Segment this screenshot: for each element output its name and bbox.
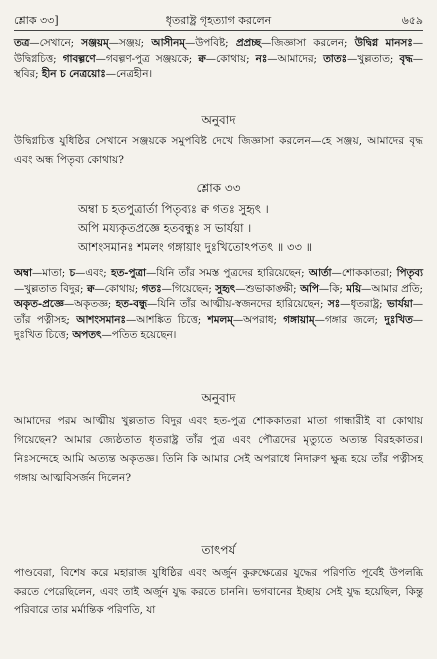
synonym-term: দুঃখিত xyxy=(384,313,413,326)
verse-heading-wrap xyxy=(14,180,423,200)
synonym-meaning: গিয়েছেন; xyxy=(171,282,216,295)
verse-line: আশংসমানঃ শমলং গঙ্গায়াং দুঃখিতোঽপতৎ ॥ ৩৩ ॥ xyxy=(78,240,313,254)
synonym-meaning: যিনি তাঁর সমস্ত পুত্রদের হারিয়েছেন; xyxy=(156,267,309,279)
synonyms-text-2: অম্বা—মাতা; চ—এবং; হত-পুত্রা—যিনি তাঁর সমস্ত পুত্রদের হারিয়েছেন; আর্তা—শোককাতরা; পিতৃব্য—খুল্লতাত বিদুর; ক্ব—কোথায়; গতঃ—গিয়েছেন; সুহৃৎ—শুভাকাঙ্ক্ষী; অপি—কি; ময়ি—আমার প্রতি; অকৃত-প্রজ্ঞে—অকৃতজ্ঞ; হত-বন্ধু—যিনি তাঁর আত্মীয়-স্বজনদের হারিয়েছেন; সঃ—ধৃতরাষ্ট্র; ভার্যয়া—তাঁর পত্নীসহ; আশংসমানঃ—আশঙ্কিত চিত্তে; শমলম্—অপরাধ; গঙ্গায়াম্—গঙ্গার জলে; দুঃখিত—দুঃখিত চিত্তে; অপতৎ—পতিত হয়েছেন। xyxy=(14,267,423,341)
page-header xyxy=(14,10,423,31)
synonym-term: সঞ্জয়ম্ xyxy=(81,37,109,49)
synonym-meaning: স্থবির; xyxy=(14,68,42,80)
synonyms-section-2 xyxy=(14,266,423,344)
purport-heading: তাৎপর্য xyxy=(201,543,236,557)
synonym-term: হত-বন্ধু xyxy=(115,298,148,310)
verse-line: অম্বা চ হতপুত্রার্তা পিতৃব্যঃ ক্ব গতঃ সুহৃৎ । xyxy=(78,202,269,216)
synonym-term: ক্ব xyxy=(198,52,206,65)
translation-section-1 xyxy=(14,132,423,170)
synonym-meaning: কোথায়; xyxy=(215,52,256,65)
synonym-term: চ xyxy=(69,267,75,279)
synonym-meaning: নেত্রহীন। xyxy=(116,68,153,80)
synonym-meaning: আমাদের; xyxy=(277,52,324,65)
synonym-term: শমলম্ xyxy=(207,313,233,326)
synonym-term: তত্র xyxy=(14,37,30,49)
synonym-term: গতঃ xyxy=(141,282,162,295)
synonym-meaning: যিনি তাঁর আত্মীয়-স্বজনদের হারিয়েছেন; xyxy=(157,298,328,310)
header-page-number: ৬৫৯ xyxy=(401,14,423,27)
synonym-meaning: গঙ্গার জলে; xyxy=(324,313,385,326)
synonym-term: আশংসমানঃ xyxy=(76,313,126,326)
synonym-meaning: উদ্বিগ্নচিত্ত; xyxy=(14,52,63,65)
verse-line: অপি ময্যকৃতপ্রজ্ঞে হতবন্ধুঃ স ভার্যয়া । xyxy=(78,221,252,235)
synonym-term: বৃদ্ধ xyxy=(399,52,413,65)
synonym-meaning: কোথায়; xyxy=(104,282,142,295)
purport-text: পাণ্ডবেরা, বিশেষ করে মহারাজ যুধিষ্ঠির এবং অর্জুন কুরুক্ষেত্রের যুদ্ধের পরিণতি পূর্বেই উপলব্ধি করতে পেরেছিলেন, এবং তাই অর্জুন যুদ্ধ করতে চাননি। ভগবানের ইচ্ছায় সেই যুদ্ধ হয়েছিল, কিন্তু পরিবারে তার মর্মান্তিক পরিণতি, যা xyxy=(14,567,423,616)
synonym-meaning: সঞ্জয়; xyxy=(118,37,152,49)
synonym-term: ক্ব xyxy=(86,282,95,295)
synonym-term: প্রপ্রচ্ছ xyxy=(235,37,261,49)
synonym-term: ময়ি xyxy=(346,282,362,295)
synonym-meaning: তাঁর পত্নীসহ; xyxy=(14,313,77,326)
translation-section-2 xyxy=(14,412,423,488)
synonym-meaning: গবল্গণ-পুত্র সঞ্জয়কে; xyxy=(105,52,199,65)
synonym-meaning: সেখানে; xyxy=(39,37,82,49)
purport-heading-wrap xyxy=(14,542,423,562)
synonym-meaning: শুভাকাঙ্ক্ষী; xyxy=(245,282,301,295)
synonym-term: গাবল্গণে xyxy=(62,52,96,65)
synonym-term: পিতৃব্য xyxy=(396,267,423,279)
verse-heading: শ্লোক ৩৩ xyxy=(196,181,241,195)
synonym-term: নঃ xyxy=(255,52,268,65)
synonym-term: সঃ xyxy=(327,298,341,310)
synonym-meaning: শোককাতরা; xyxy=(341,267,397,279)
synonym-term: হীন চ নেত্রয়োঃ xyxy=(41,68,106,80)
synonym-meaning: মাতা; xyxy=(42,267,70,279)
synonym-meaning: পতিত হয়েছেন। xyxy=(111,329,177,341)
synonym-term: আর্তা xyxy=(308,267,332,279)
synonym-term: উদ্বিগ্ন মানসঃ xyxy=(354,37,413,49)
header-verse-ref: শ্লোক ৩৩] xyxy=(14,14,59,27)
synonym-meaning: এবং; xyxy=(85,267,112,279)
synonyms-section-1 xyxy=(14,36,423,83)
synonym-term: তাতঃ xyxy=(323,52,348,65)
synonym-term: অম্বা xyxy=(14,267,32,279)
synonym-term: আসীনম্ xyxy=(151,37,185,49)
purport-section xyxy=(14,564,423,620)
synonym-meaning: খুল্লতাত বিদুর; xyxy=(24,282,87,295)
synonym-meaning: দুঃখিত চিত্তে; xyxy=(14,329,73,341)
synonyms-text-1: তত্র—সেখানে; সঞ্জয়ম্—সঞ্জয়; আসীনম্—উপবিষ্ট; প্রপ্রচ্ছ—জিজ্ঞাসা করলেন; উদ্বিগ্ন মানসঃ—উদ্বিগ্নচিত্ত; গাবল্গণে—গবল্গণ-পুত্র সঞ্জয়কে; ক্ব—কোথায়; নঃ—আমাদের; তাতঃ—খুল্লতাত; বৃদ্ধ—স্থবির; হীন চ নেত্রয়োঃ—নেত্রহীন। xyxy=(14,37,423,80)
synonym-term: সুহৃৎ xyxy=(215,282,236,295)
synonym-meaning: খুল্লতাত; xyxy=(357,52,400,65)
translation-heading-2-wrap xyxy=(14,390,423,410)
synonym-meaning: উপবিষ্ট; xyxy=(195,37,236,49)
synonym-term: ভার্যয়া xyxy=(387,298,413,310)
synonym-meaning: আমার প্রতি; xyxy=(371,282,423,295)
synonym-term: অকৃত-প্রজ্ঞে xyxy=(14,298,64,310)
translation-heading-1-wrap xyxy=(14,112,423,132)
synonym-meaning: ধৃতরাষ্ট্র; xyxy=(350,298,388,310)
synonym-meaning: আশঙ্কিত চিত্তে; xyxy=(136,313,208,326)
translation-text-1: উদ্বিগ্নচিত্ত যুধিষ্ঠির সেখানে সঞ্জয়কে সমুপবিষ্ট দেখে জিজ্ঞাসা করলেন—হে সঞ্জয়, আমাদের বৃদ্ধ এবং অন্ধ পিতৃব্য কোথায়? xyxy=(14,135,423,166)
synonym-meaning: কি; xyxy=(329,282,347,295)
translation-heading-1: অনুবাদ xyxy=(201,113,236,127)
verse-text xyxy=(14,200,423,257)
translation-text-2: আমাদের পরম আত্মীয় খুল্লতাত বিদুর এবং হত-পুত্র শোককাতরা মাতা গান্ধারীই বা কোথায় গিয়েছেন? আমার জ্যেষ্ঠতাত ধৃতরাষ্ট্র তাঁর পুত্র এবং পৌত্রদের মৃত্যুতে অত্যন্ত বিরহকাতর। নিঃসন্দেহে আমি অত্যন্ত অকৃতজ্ঞ। তিনি কি আমার সেই অপরাধে নিদারুণ ক্ষুব্ধ হয়ে তাঁর পত্নীসহ গঙ্গায় আত্মবিসর্জন দিলেন? xyxy=(14,415,423,484)
synonym-meaning: জিজ্ঞাসা করলেন; xyxy=(271,37,355,49)
synonym-meaning: অকৃতজ্ঞ; xyxy=(74,298,116,310)
translation-heading-2: অনুবাদ xyxy=(201,391,236,405)
synonym-meaning: অপরাধ; xyxy=(243,313,284,326)
synonym-term: গঙ্গায়াম্ xyxy=(283,313,315,326)
synonym-term: অপতৎ xyxy=(72,329,102,341)
synonym-term: হত-পুত্রা xyxy=(111,267,146,279)
synonym-term: অপি xyxy=(300,282,319,295)
header-chapter-title: ধৃতরাষ্ট্র গৃহত্যাগ করলেন xyxy=(165,14,272,27)
